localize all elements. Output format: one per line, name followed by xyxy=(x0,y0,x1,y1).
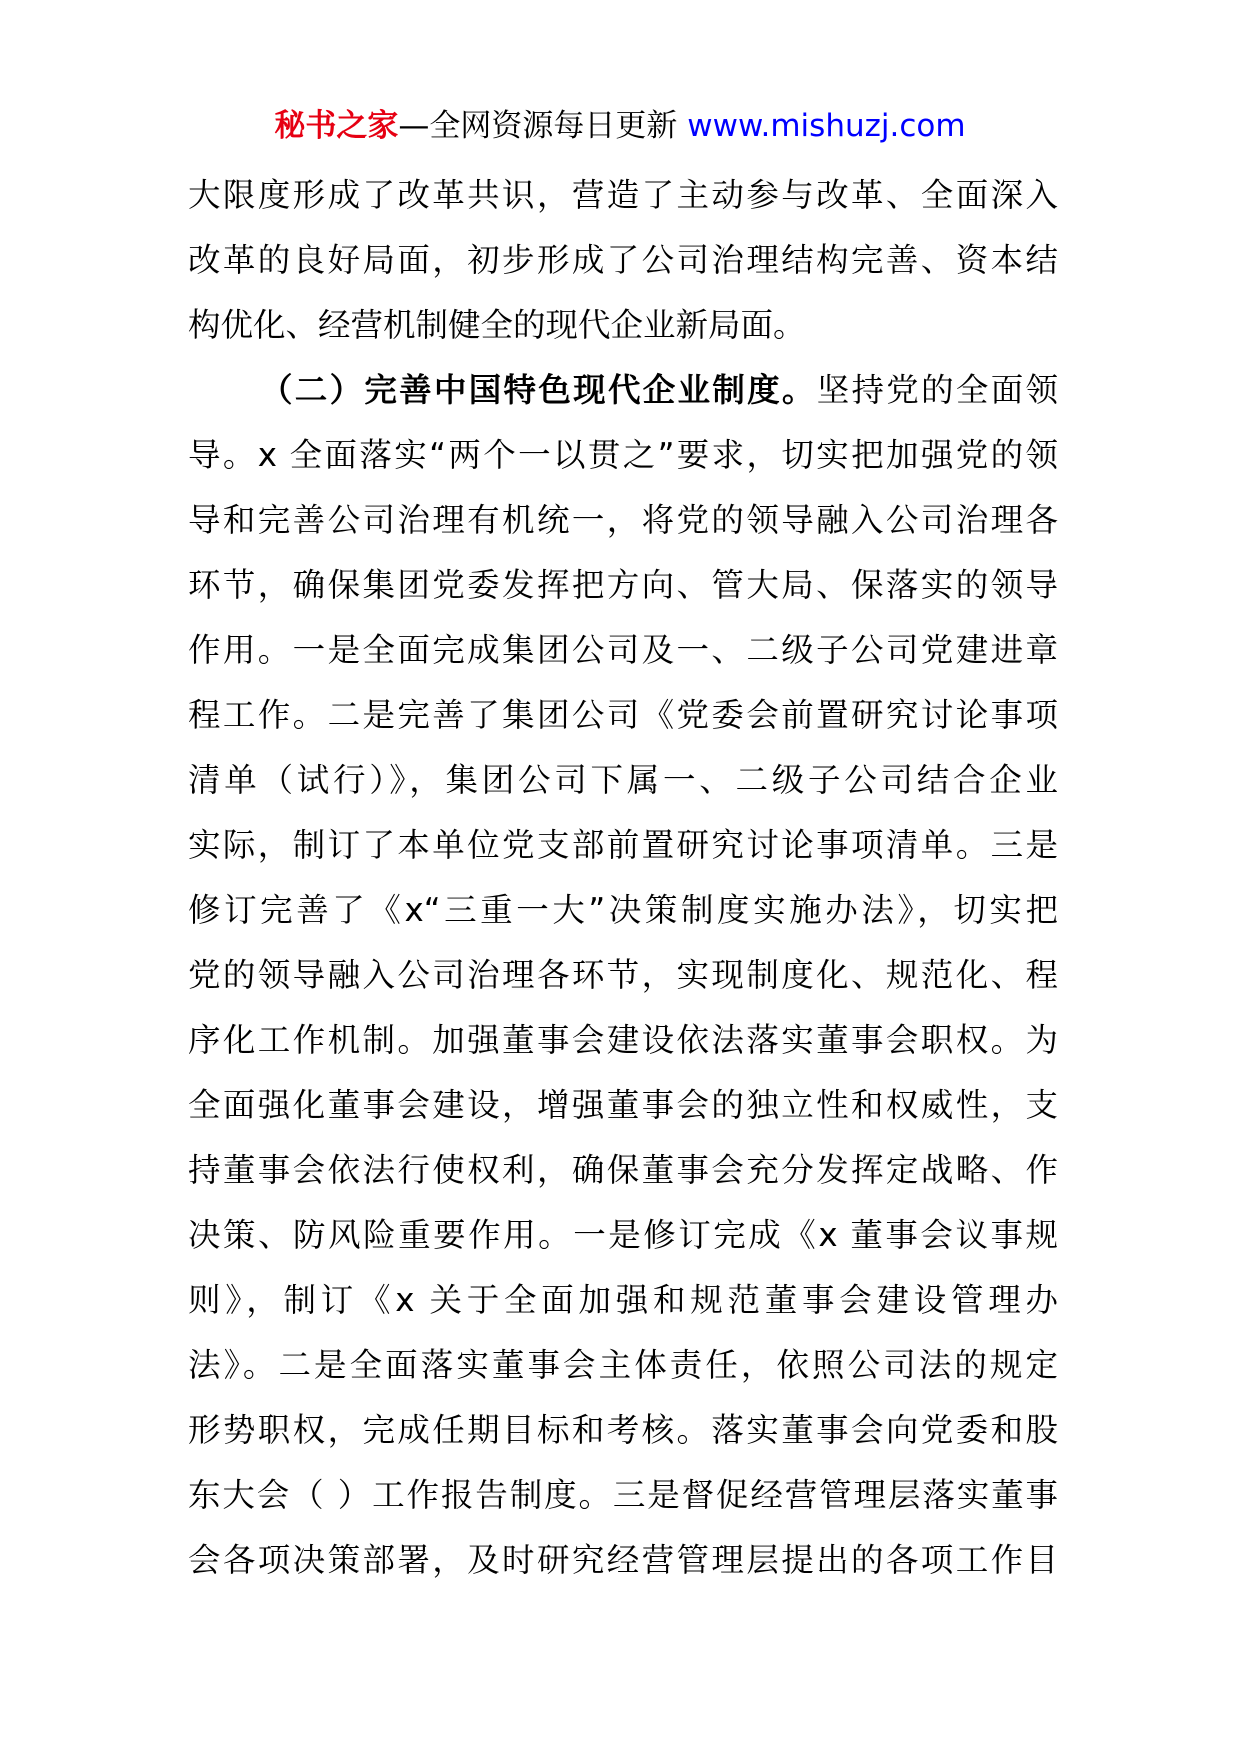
header-slogan: —全网资源每日更新 xyxy=(398,108,688,144)
text-line: 导。x 全面落实“两个一以贯之”要求，切实把加强党的领 xyxy=(188,436,1058,474)
section-heading-line xyxy=(188,358,1058,423)
text-line: 导和完善公司治理有机统一，将党的领导融入公司治理各 xyxy=(188,501,1058,539)
section-heading: （二）完善中国特色现代企业制度。 xyxy=(260,371,817,409)
text-line: 构优化、经营机制健全的现代企业新局面。 xyxy=(188,306,806,344)
text-line: 法》。二是全面落实董事会主体责任，依照公司法的规定 xyxy=(188,1346,1058,1384)
section-heading-rest: 坚持党的全面领 xyxy=(816,371,1058,409)
text-line: 党的领导融入公司治理各环节，实现制度化、规范化、程 xyxy=(188,956,1058,994)
text-line: 持董事会依法行使权利，确保董事会充分发挥定战略、作 xyxy=(188,1151,1058,1189)
text-line: 作用。一是全面完成集团公司及一、二级子公司党建进章 xyxy=(188,631,1058,669)
text-line: 改革的良好局面，初步形成了公司治理结构完善、资本结 xyxy=(188,241,1058,279)
text-line: 则》，制订《x 关于全面加强和规范董事会建设管理办 xyxy=(188,1281,1058,1319)
body-text xyxy=(188,163,1058,1593)
text-line: 实际，制订了本单位党支部前置研究讨论事项清单。三是 xyxy=(188,826,1058,864)
text-line: 决策、防风险重要作用。一是修订完成《x 董事会议事规 xyxy=(188,1216,1058,1254)
text-line: 修订完善了《x“三重一大”决策制度实施办法》，切实把 xyxy=(188,891,1058,929)
text-line: 东大会（ ）工作报告制度。三是督促经营管理层落实董事 xyxy=(188,1476,1058,1514)
text-line: 会各项决策部署，及时研究经营管理层提出的各项工作目 xyxy=(188,1541,1058,1579)
page-header xyxy=(0,104,1240,148)
text-line: 序化工作机制。加强董事会建设依法落实董事会职权。为 xyxy=(188,1021,1058,1059)
text-line: 大限度形成了改革共识，营造了主动参与改革、全面深入 xyxy=(188,176,1058,214)
text-line: 清单（试行）》，集团公司下属一、二级子公司结合企业 xyxy=(188,761,1058,799)
header-url-link[interactable]: www.mishuzj.com xyxy=(687,108,966,144)
text-line: 形势职权，完成任期目标和考核。落实董事会向党委和股 xyxy=(188,1411,1058,1449)
header-brand: 秘书之家 xyxy=(274,108,399,144)
text-line: 程工作。二是完善了集团公司《党委会前置研究讨论事项 xyxy=(188,696,1058,734)
text-line: 全面强化董事会建设，增强董事会的独立性和权威性，支 xyxy=(188,1086,1058,1124)
text-line: 环节，确保集团党委发挥把方向、管大局、保落实的领导 xyxy=(188,566,1058,604)
